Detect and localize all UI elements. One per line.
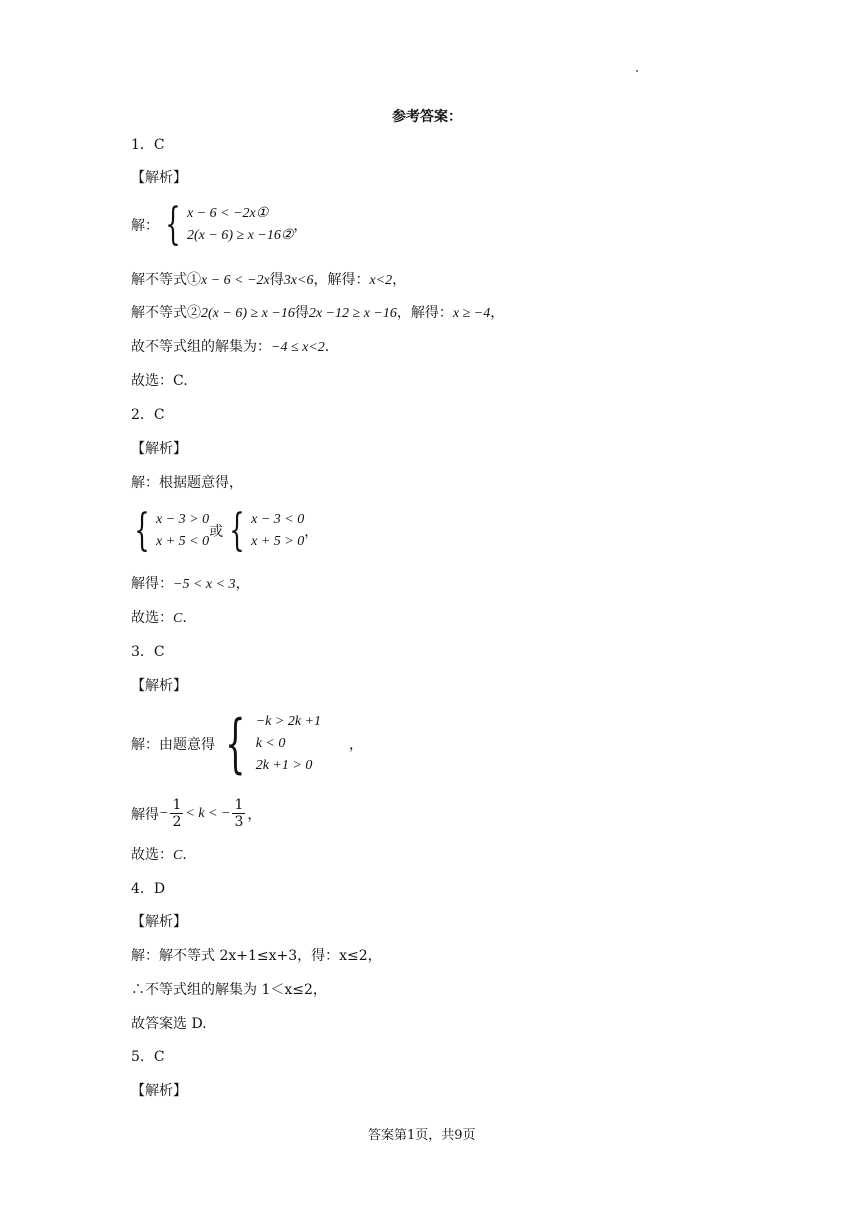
- q4-step-1: 解：解不等式 2x+1≤x+3，得：x≤2，: [131, 948, 382, 964]
- q1-step-2: 解不等式②2(x − 6) ≥ x −16得2x −12 ≥ x −16，解得：x ≥ −4，: [131, 305, 505, 321]
- analysis-label-2: 【解析】: [131, 441, 187, 457]
- analysis-label-3: 【解析】: [131, 678, 187, 694]
- q2-systems: { x − 3 > 0 x + 5 < 0 或 { x − 3 < 0 x + 5 > 0 ，: [134, 505, 319, 556]
- q3-system: 解：由题意得 { −k > 2k +1 k < 0 2k +1 > 0 ，: [131, 707, 363, 781]
- analysis-label-1: 【解析】: [131, 170, 187, 186]
- q1-system: 解： { x − 6 < −2x① 2(x − 6) ≥ x −16② ，: [131, 199, 308, 250]
- or-word: 或: [209, 524, 224, 540]
- left-brace: {: [165, 199, 181, 250]
- question-2-answer: 2．C: [131, 407, 165, 423]
- question-4-answer: 4．D: [131, 881, 166, 897]
- analysis-label-4: 【解析】: [131, 914, 187, 930]
- q2-conclusion: 故选：C.: [131, 610, 187, 626]
- analysis-label-5: 【解析】: [131, 1083, 187, 1099]
- q1-inequality-2: 2(x − 6) ≥ x −16②: [187, 228, 294, 243]
- q4-conclusion: 故答案选 D.: [131, 1016, 207, 1032]
- fraction: $\frac{1}{3}$: [234, 797, 244, 830]
- fraction: $\frac{1}{2}$: [172, 797, 182, 830]
- q2-intro: 解：根据题意得，: [131, 475, 243, 491]
- corner-dot: [636, 70, 638, 72]
- left-brace: {: [229, 505, 245, 556]
- question-3-answer: 3．C: [131, 644, 165, 660]
- q1-inequality-1: x − 6 < −2x①: [187, 206, 269, 221]
- question-1-answer: 1．C: [131, 137, 165, 153]
- q1-conclusion: 故选：C.: [131, 373, 188, 389]
- q1-step-1: 解不等式①x − 6 < −2x得3x<6，解得：x<2，: [131, 272, 407, 288]
- question-5-answer: 5．C: [131, 1049, 165, 1065]
- page-footer: 答案第1页，共9页: [368, 1128, 476, 1143]
- q4-step-2: ∴不等式组的解集为 1＜x≤2，: [131, 982, 327, 998]
- q2-result: 解得：−5 < x < 3，: [131, 576, 250, 592]
- q1-step-3: 故不等式组的解集为：−4 ≤ x<2.: [131, 339, 330, 355]
- q1-solution-prefix: 解：: [131, 218, 159, 234]
- q3-conclusion: 故选：C.: [131, 847, 187, 863]
- left-brace: {: [134, 505, 150, 556]
- q3-result: 解得 − $\frac{1}{2}$ < k < − $\frac{1}{3}$ ，: [131, 797, 262, 830]
- left-brace: {: [225, 707, 246, 781]
- page-title: 参考答案：: [392, 109, 462, 125]
